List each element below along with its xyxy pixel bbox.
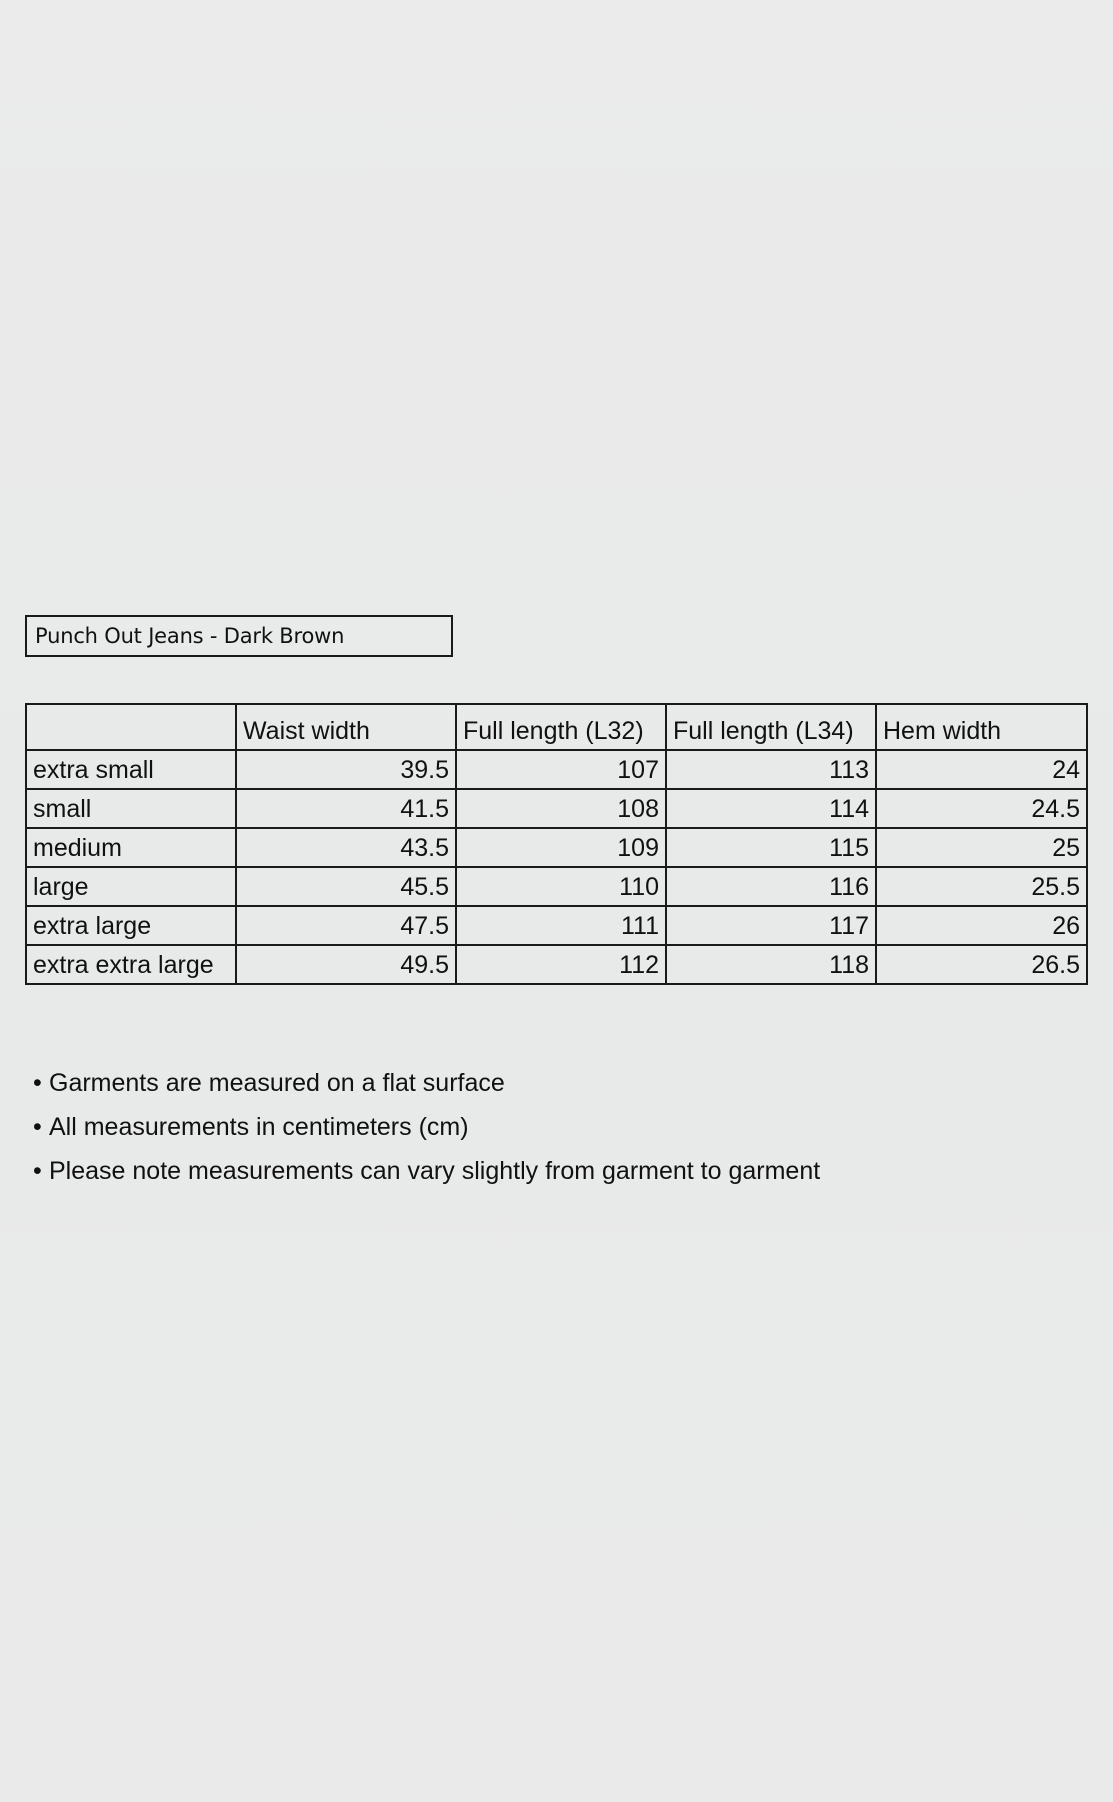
table-cell: 45.5 [236,867,456,906]
table-cell: 116 [666,867,876,906]
table-cell: 115 [666,828,876,867]
table-cell: 107 [456,750,666,789]
size-label: extra small [26,750,236,789]
table-cell: 113 [666,750,876,789]
table-cell: 26 [876,906,1087,945]
size-chart-table [25,703,1088,985]
size-label: small [26,789,236,828]
table-row [26,828,1087,867]
list-item [33,1063,820,1107]
note-text: Please note measurements can vary slightly from garment to garment [49,1157,821,1185]
list-item [33,1107,820,1151]
table-cell: 25 [876,828,1087,867]
table-header-cell: Full length (L34) [666,704,876,750]
bullet-icon: • [33,1069,42,1097]
table-cell: 117 [666,906,876,945]
table-cell: 26.5 [876,945,1087,984]
table-header-row [26,704,1087,750]
table-row [26,945,1087,984]
table-cell: 110 [456,867,666,906]
table-cell: 114 [666,789,876,828]
size-label: extra extra large [26,945,236,984]
table-row [26,867,1087,906]
list-item [33,1151,820,1195]
table-cell: 109 [456,828,666,867]
table-cell: 39.5 [236,750,456,789]
table-header-cell: Waist width [236,704,456,750]
measurement-notes [33,1063,820,1195]
table-header-cell: Hem width [876,704,1087,750]
table-header-cell [26,704,236,750]
table-cell: 24.5 [876,789,1087,828]
table-cell: 49.5 [236,945,456,984]
size-label: large [26,867,236,906]
size-label: extra large [26,906,236,945]
table-cell: 108 [456,789,666,828]
table-cell: 24 [876,750,1087,789]
bullet-icon: • [33,1113,42,1141]
note-text: All measurements in centimeters (cm) [49,1113,469,1141]
note-text: Garments are measured on a flat surface [49,1069,505,1097]
table-row [26,750,1087,789]
table-header-cell: Full length (L32) [456,704,666,750]
table-row [26,789,1087,828]
table-cell: 112 [456,945,666,984]
table-cell: 111 [456,906,666,945]
product-title: Punch Out Jeans - Dark Brown [25,615,453,657]
table-cell: 47.5 [236,906,456,945]
table-cell: 43.5 [236,828,456,867]
size-label: medium [26,828,236,867]
table-cell: 25.5 [876,867,1087,906]
table-cell: 41.5 [236,789,456,828]
bullet-icon: • [33,1157,42,1185]
table-row [26,906,1087,945]
table-cell: 118 [666,945,876,984]
